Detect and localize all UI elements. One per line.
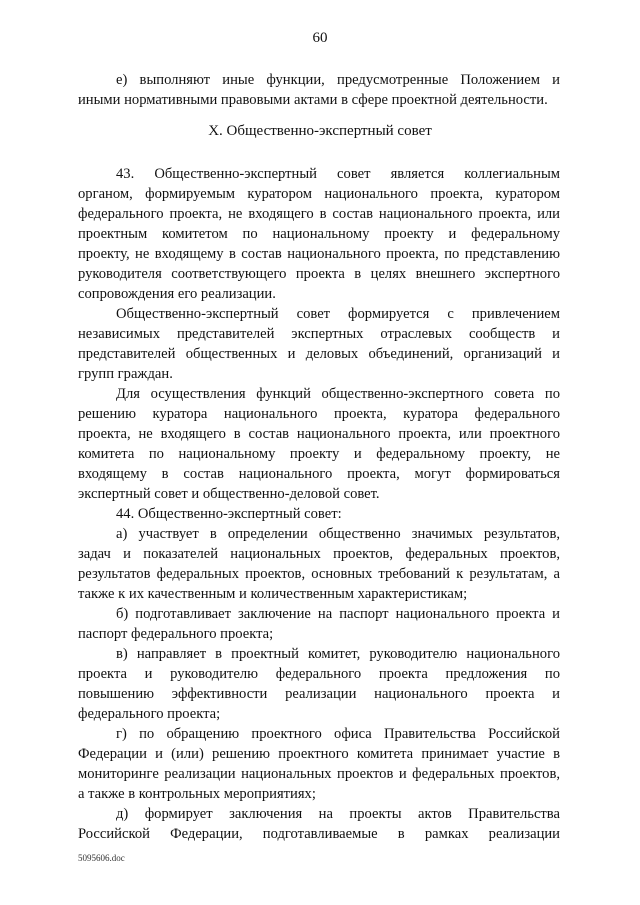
- text-line: повышению эффективности реализации национального проекта и: [78, 686, 560, 702]
- text-line: е) выполняют иные функции, предусмотренные Положением и: [116, 72, 560, 88]
- text-line: д) формирует заключения на проекты актов Правительства: [116, 806, 560, 822]
- text-line: а) участвует в определении общественно значимых результатов,: [116, 526, 560, 542]
- page-number: 60: [312, 30, 328, 46]
- text-line: Для осуществления функций общественно-экспертного совета по: [116, 386, 560, 402]
- text-line: федерального проекта;: [78, 706, 221, 722]
- text-line: 44. Общественно-экспертный совет:: [116, 506, 342, 522]
- text-line: экспертный совет и общественно-деловой совет.: [78, 486, 380, 502]
- text-line: представителей общественных и деловых объединений, организаций и: [78, 346, 560, 362]
- text-line: результатов федеральных проектов, основных требований к результатам, а: [78, 566, 560, 582]
- text-line: мониторинге реализации национальных проектов и федеральных проектов,: [78, 766, 560, 782]
- text-line: входящему в состав национального проекта, могут формироваться: [78, 466, 560, 482]
- text-line: паспорт федерального проекта;: [78, 626, 274, 642]
- section-heading: X. Общественно-экспертный совет: [208, 123, 432, 139]
- text-line: комитета по национальному проекту и федеральному проекту, не: [78, 446, 560, 462]
- text-line: органом, формируемым куратором национального проекта, куратором: [78, 186, 560, 202]
- text-line: также к их качественным и количественным характеристикам;: [78, 586, 468, 602]
- text-line: иными нормативными правовыми актами в сфере проектной деятельности.: [78, 92, 548, 108]
- text-line: проекта и руководителю федерального проекта предложения по: [78, 666, 560, 682]
- text-line: г) по обращению проектного офиса Правительства Российской: [116, 726, 560, 742]
- text-line: федерального проекта, не входящего в состав национального проекта, или: [78, 206, 560, 222]
- text-line: Федерации и (или) решению проектного комитета принимает участие в: [78, 746, 560, 762]
- text-line: 43. Общественно-экспертный совет является коллегиальным: [116, 166, 560, 182]
- text-line: в) направляет в проектный комитет, руководителю национального: [116, 646, 560, 662]
- text-line: а также в контрольных мероприятиях;: [78, 786, 316, 802]
- text-line: сопровождения его реализации.: [78, 286, 276, 302]
- text-line: Российской Федерации, подготавливаемые в рамках реализации: [78, 826, 560, 842]
- text-line: проекту, не входящему в состав национального проекта, по представлению: [78, 246, 560, 262]
- text-line: независимых представителей экспертных отраслевых сообществ и: [78, 326, 560, 342]
- text-line: Общественно-экспертный совет формируется с привлечением: [116, 306, 560, 322]
- text-line: решению куратора национального проекта, куратора федерального: [78, 406, 560, 422]
- text-line: задач и показателей национальных проектов, федеральных проектов,: [78, 546, 560, 562]
- text-line: проекта, не входящего в состав национального проекта, или проектного: [78, 426, 560, 442]
- text-line: руководителя соответствующего проекта в целях внешнего экспертного: [78, 266, 560, 282]
- text-line: групп граждан.: [78, 366, 173, 382]
- document-code: 5095606.doc: [78, 853, 125, 863]
- text-line: проектным комитетом по национальному проекту и федеральному: [78, 226, 560, 242]
- text-line: б) подготавливает заключение на паспорт национального проекта и: [116, 606, 560, 622]
